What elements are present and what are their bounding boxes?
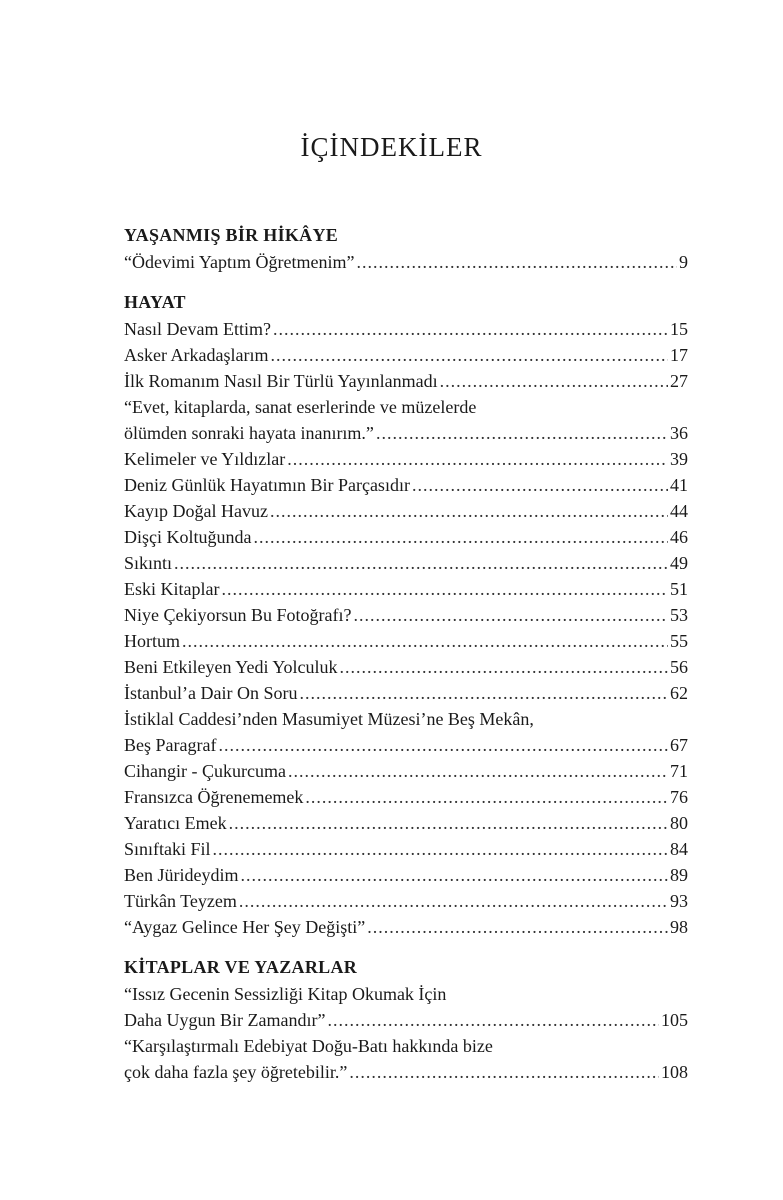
entry-row [124, 914, 688, 940]
entry-title: Ben Jürideydim [124, 865, 239, 885]
toc-entry[interactable] [124, 446, 688, 472]
toc-entry[interactable] [124, 836, 688, 862]
dot-leader [440, 368, 668, 394]
entry-row [124, 472, 688, 498]
dot-leader [299, 680, 668, 706]
entry-row [124, 602, 688, 628]
entry-title: Dişçi Koltuğunda [124, 527, 252, 547]
page-number: 84 [670, 839, 688, 859]
dot-leader [182, 628, 668, 654]
toc-entry[interactable] [124, 368, 688, 394]
entry-row [124, 680, 688, 706]
dot-leader [229, 810, 668, 836]
entry-row [124, 550, 688, 576]
entry-row [124, 342, 688, 368]
entry-row [124, 446, 688, 472]
entry-title-first-line: İstiklal Caddesi’nden Masumiyet Müzesi’ne Beş Mekân, [124, 709, 534, 729]
dot-leader [353, 602, 668, 628]
entry-title: Nasıl Devam Ettim? [124, 319, 271, 339]
entry-title: İstanbul’a Dair On Soru [124, 683, 298, 703]
page-number: 71 [670, 761, 688, 781]
page-number: 36 [670, 423, 688, 443]
toc-entry[interactable] [124, 550, 688, 576]
entry-title-first-line: “Karşılaştırmalı Edebiyat Doğu-Batı hakkında bize [124, 1036, 493, 1056]
entry-row [124, 1059, 688, 1085]
toc-entry[interactable] [124, 784, 688, 810]
dot-leader [367, 914, 668, 940]
toc-entry[interactable] [124, 602, 688, 628]
page-number: 80 [670, 813, 688, 833]
toc-entry[interactable] [124, 810, 688, 836]
dot-leader [270, 342, 668, 368]
page-number: 49 [670, 553, 688, 573]
entry-row [124, 784, 688, 810]
dot-leader [287, 446, 668, 472]
toc-entry[interactable] [124, 316, 688, 342]
page-number: 108 [661, 1062, 688, 1082]
entry-row [124, 420, 688, 446]
toc-entry[interactable] [124, 914, 688, 940]
entry-title: Beş Paragraf [124, 735, 217, 755]
toc-entry[interactable] [124, 628, 688, 654]
page-number: 93 [670, 891, 688, 911]
entry-title: Sıkıntı [124, 553, 173, 573]
entry-title-first-line: “Issız Gecenin Sessizliği Kitap Okumak İçin [124, 984, 447, 1004]
entry-title: Sınıftaki Fil [124, 839, 211, 859]
section-heading: HAYAT [124, 292, 186, 312]
entry-row [124, 368, 688, 394]
entry-title: çok daha fazla şey öğretebilir.” [124, 1062, 348, 1082]
entry-title: Kelimeler ve Yıldızlar [124, 449, 286, 469]
dot-leader [254, 524, 669, 550]
entry-row [124, 498, 688, 524]
toc-entry[interactable] [124, 706, 688, 758]
toc-entry[interactable] [124, 342, 688, 368]
dot-leader [241, 862, 669, 888]
page-number: 46 [670, 527, 688, 547]
page-number: 41 [670, 475, 688, 495]
page-title: İÇİNDEKİLER [300, 132, 483, 162]
page-number: 9 [679, 252, 688, 272]
page-number: 39 [670, 449, 688, 469]
dot-leader [174, 550, 668, 576]
toc-entry[interactable] [124, 862, 688, 888]
toc-entry[interactable] [124, 1033, 688, 1085]
entry-row [124, 732, 688, 758]
dot-leader [218, 732, 668, 758]
dot-leader [327, 1007, 659, 1033]
table-of-contents [124, 222, 688, 1099]
dot-leader [213, 836, 668, 862]
section-heading: YAŞANMIŞ BİR HİKÂYE [124, 225, 339, 245]
dot-leader [288, 758, 668, 784]
toc-entry[interactable] [124, 680, 688, 706]
entry-row [124, 888, 688, 914]
entry-title: Kayıp Doğal Havuz [124, 501, 268, 521]
entry-title: Hortum [124, 631, 180, 651]
page-number: 51 [670, 579, 688, 599]
toc-entry[interactable] [124, 472, 688, 498]
entry-title: Daha Uygun Bir Zamandır” [124, 1010, 326, 1030]
entry-row [124, 524, 688, 550]
page-number: 62 [670, 683, 688, 703]
toc-entry[interactable] [124, 654, 688, 680]
entry-title: “Aygaz Gelince Her Şey Değişti” [124, 917, 366, 937]
page-number: 53 [670, 605, 688, 625]
toc-section [124, 289, 688, 940]
toc-entry[interactable] [124, 576, 688, 602]
entry-row [124, 628, 688, 654]
entry-row [124, 758, 688, 784]
page-number: 15 [670, 319, 688, 339]
toc-entry[interactable] [124, 394, 688, 446]
entry-title: Fransızca Öğrenememek [124, 787, 304, 807]
dot-leader [349, 1059, 659, 1085]
entry-row [124, 654, 688, 680]
dot-leader [356, 249, 677, 275]
entry-title: Eski Kitaplar [124, 579, 220, 599]
page-number: 27 [670, 371, 688, 391]
entry-title: Yaratıcı Emek [124, 813, 227, 833]
page-number: 89 [670, 865, 688, 885]
page-number: 76 [670, 787, 688, 807]
toc-entry[interactable] [124, 888, 688, 914]
toc-entry[interactable] [124, 981, 688, 1033]
toc-section [124, 222, 688, 275]
entry-title: Cihangir - Çukurcuma [124, 761, 286, 781]
entry-title: Türkân Teyzem [124, 891, 237, 911]
entry-title: Deniz Günlük Hayatımın Bir Parçasıdır [124, 475, 410, 495]
entry-row [124, 316, 688, 342]
page-number: 56 [670, 657, 688, 677]
entry-title: “Ödevimi Yaptım Öğretmenim” [124, 252, 355, 272]
page-number: 55 [670, 631, 688, 651]
toc-entry[interactable] [124, 249, 688, 275]
dot-leader [412, 472, 668, 498]
toc-section [124, 954, 688, 1085]
entry-title-first-line: “Evet, kitaplarda, sanat eserlerinde ve müzelerde [124, 397, 477, 417]
entry-title: ölümden sonraki hayata inanırım.” [124, 423, 374, 443]
entry-row [124, 810, 688, 836]
dot-leader [340, 654, 668, 680]
page-number: 44 [670, 501, 688, 521]
dot-leader [273, 316, 668, 342]
entry-title: Niye Çekiyorsun Bu Fotoğrafı? [124, 605, 352, 625]
entry-row [124, 1007, 688, 1033]
dot-leader [305, 784, 668, 810]
page-number: 98 [670, 917, 688, 937]
entry-row [124, 576, 688, 602]
dot-leader [221, 576, 668, 602]
page-number: 67 [670, 735, 688, 755]
entry-row [124, 836, 688, 862]
entry-row [124, 249, 688, 275]
entry-title: Beni Etkileyen Yedi Yolculuk [124, 657, 338, 677]
section-heading: KİTAPLAR VE YAZARLAR [124, 957, 358, 977]
entry-title: Asker Arkadaşlarım [124, 345, 269, 365]
dot-leader [239, 888, 668, 914]
entry-row [124, 862, 688, 888]
entry-title: İlk Romanım Nasıl Bir Türlü Yayınlanmadı [124, 371, 438, 391]
dot-leader [376, 420, 668, 446]
page-number: 17 [670, 345, 688, 365]
dot-leader [270, 498, 668, 524]
toc-entry[interactable] [124, 758, 688, 784]
page-number: 105 [661, 1010, 688, 1030]
toc-entry[interactable] [124, 498, 688, 524]
toc-entry[interactable] [124, 524, 688, 550]
